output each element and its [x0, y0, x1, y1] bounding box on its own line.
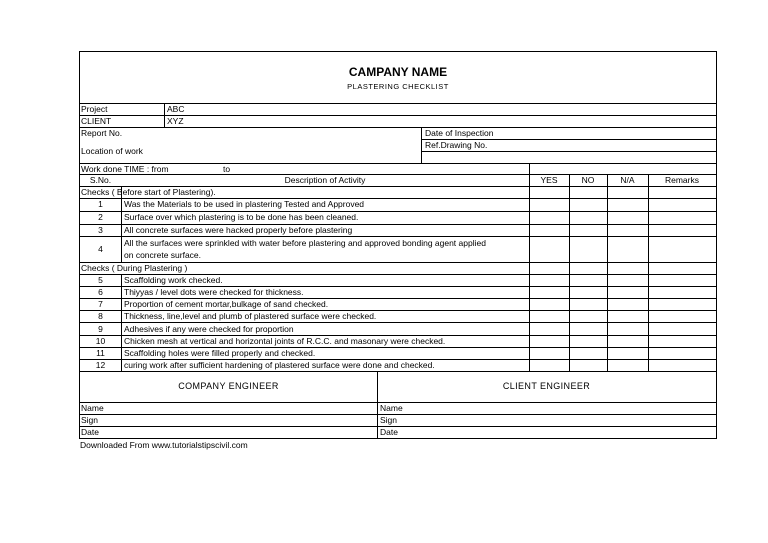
client-sign-label: Sign — [380, 415, 398, 425]
client-value: XYZ — [167, 116, 184, 126]
company-engineer-heading: COMPANY ENGINEER — [178, 381, 279, 391]
item-description-continued: on concrete surface. — [124, 250, 202, 260]
location-label: Location of work — [81, 146, 143, 156]
company-date-label: Date — [81, 427, 99, 437]
report-no-label: Report No. — [81, 128, 123, 138]
rule — [607, 174, 608, 371]
rule — [80, 163, 716, 164]
item-description: Scaffolding holes were filled properly and checked. — [124, 348, 316, 358]
item-description: Adhesives if any were checked for proportion — [124, 324, 294, 334]
rule — [377, 426, 378, 438]
item-number: 12 — [95, 360, 106, 370]
rule — [80, 414, 716, 415]
rule — [529, 163, 530, 174]
item-description: Scaffolding work checked. — [124, 275, 223, 285]
date-of-inspection-label: Date of Inspection — [425, 128, 494, 138]
company-name: CAMPANY NAME — [348, 65, 448, 79]
client-name-label: Name — [380, 403, 403, 413]
item-number: 2 — [98, 212, 103, 222]
client-date-label: Date — [380, 427, 398, 437]
item-number: 10 — [95, 336, 106, 346]
remarks-header: Remarks — [664, 175, 699, 185]
section-during-plastering: Checks ( During Plastering ) — [81, 263, 188, 273]
date-row — [79, 426, 717, 439]
company-name-label: Name — [81, 403, 104, 413]
rule — [121, 274, 122, 371]
work-done-label: Work done TIME : from — [81, 164, 169, 174]
item-number: 1 — [98, 199, 103, 209]
rule — [121, 198, 122, 262]
rule — [648, 174, 649, 371]
checklist-sheet — [79, 51, 717, 427]
item-description: Thickness, line,level and plumb of plastered surface were checked. — [124, 311, 377, 321]
item-description: Chicken mesh at vertical and horizontal joints of R.C.C. and masonary were checked. — [124, 336, 446, 346]
item-number: 3 — [98, 225, 103, 235]
ref-drawing-label: Ref.Drawing No. — [425, 140, 488, 150]
description-header: Description of Activity — [284, 175, 366, 185]
item-number: 5 — [98, 275, 103, 285]
item-description: All concrete surfaces were hacked properly before plastering — [124, 225, 353, 235]
item-description: Was the Materials to be used in plastering Tested and Approved — [124, 199, 365, 209]
company-sign-label: Sign — [81, 415, 99, 425]
project-value: ABC — [167, 104, 185, 114]
item-number: 6 — [98, 287, 103, 297]
item-description: Proportion of cement mortar,bulkage of sand checked. — [124, 299, 329, 309]
no-header: NO — [581, 175, 595, 185]
item-number: 8 — [98, 311, 103, 321]
rule — [421, 127, 422, 163]
project-label: Project — [81, 104, 108, 114]
footer-source: Downloaded From www.tutorialstipscivil.com — [80, 440, 248, 450]
rule — [529, 174, 530, 371]
rule — [80, 371, 716, 372]
item-number: 4 — [98, 244, 103, 254]
rule — [80, 127, 716, 128]
item-description: All the surfaces were sprinkled with water before plastering and approved bonding agent applied — [124, 238, 486, 248]
item-number: 11 — [96, 348, 105, 358]
item-description: Thiyyas / level dots were checked for thickness. — [124, 287, 304, 297]
rule — [421, 151, 716, 152]
item-description: Surface over which plastering is to be done has been cleaned. — [124, 212, 359, 222]
item-number: 7 — [98, 299, 103, 309]
client-engineer-heading: CLIENT ENGINEER — [502, 381, 591, 391]
rule — [164, 103, 165, 127]
client-label: CLIENT — [81, 116, 112, 126]
rule — [569, 174, 570, 371]
yes-header: YES — [540, 175, 558, 185]
item-number: 9 — [98, 324, 103, 334]
sno-header: S.No. — [89, 175, 112, 185]
section-before-plastering: Checks ( Before start of Plastering). — [81, 187, 216, 197]
item-description: curing work after sufficient hardening of plastered surface were done and checked. — [124, 360, 435, 370]
to-label: to — [223, 164, 231, 174]
na-header: N/A — [620, 175, 635, 185]
checklist-title: PLASTERING CHECKLIST — [347, 82, 449, 91]
